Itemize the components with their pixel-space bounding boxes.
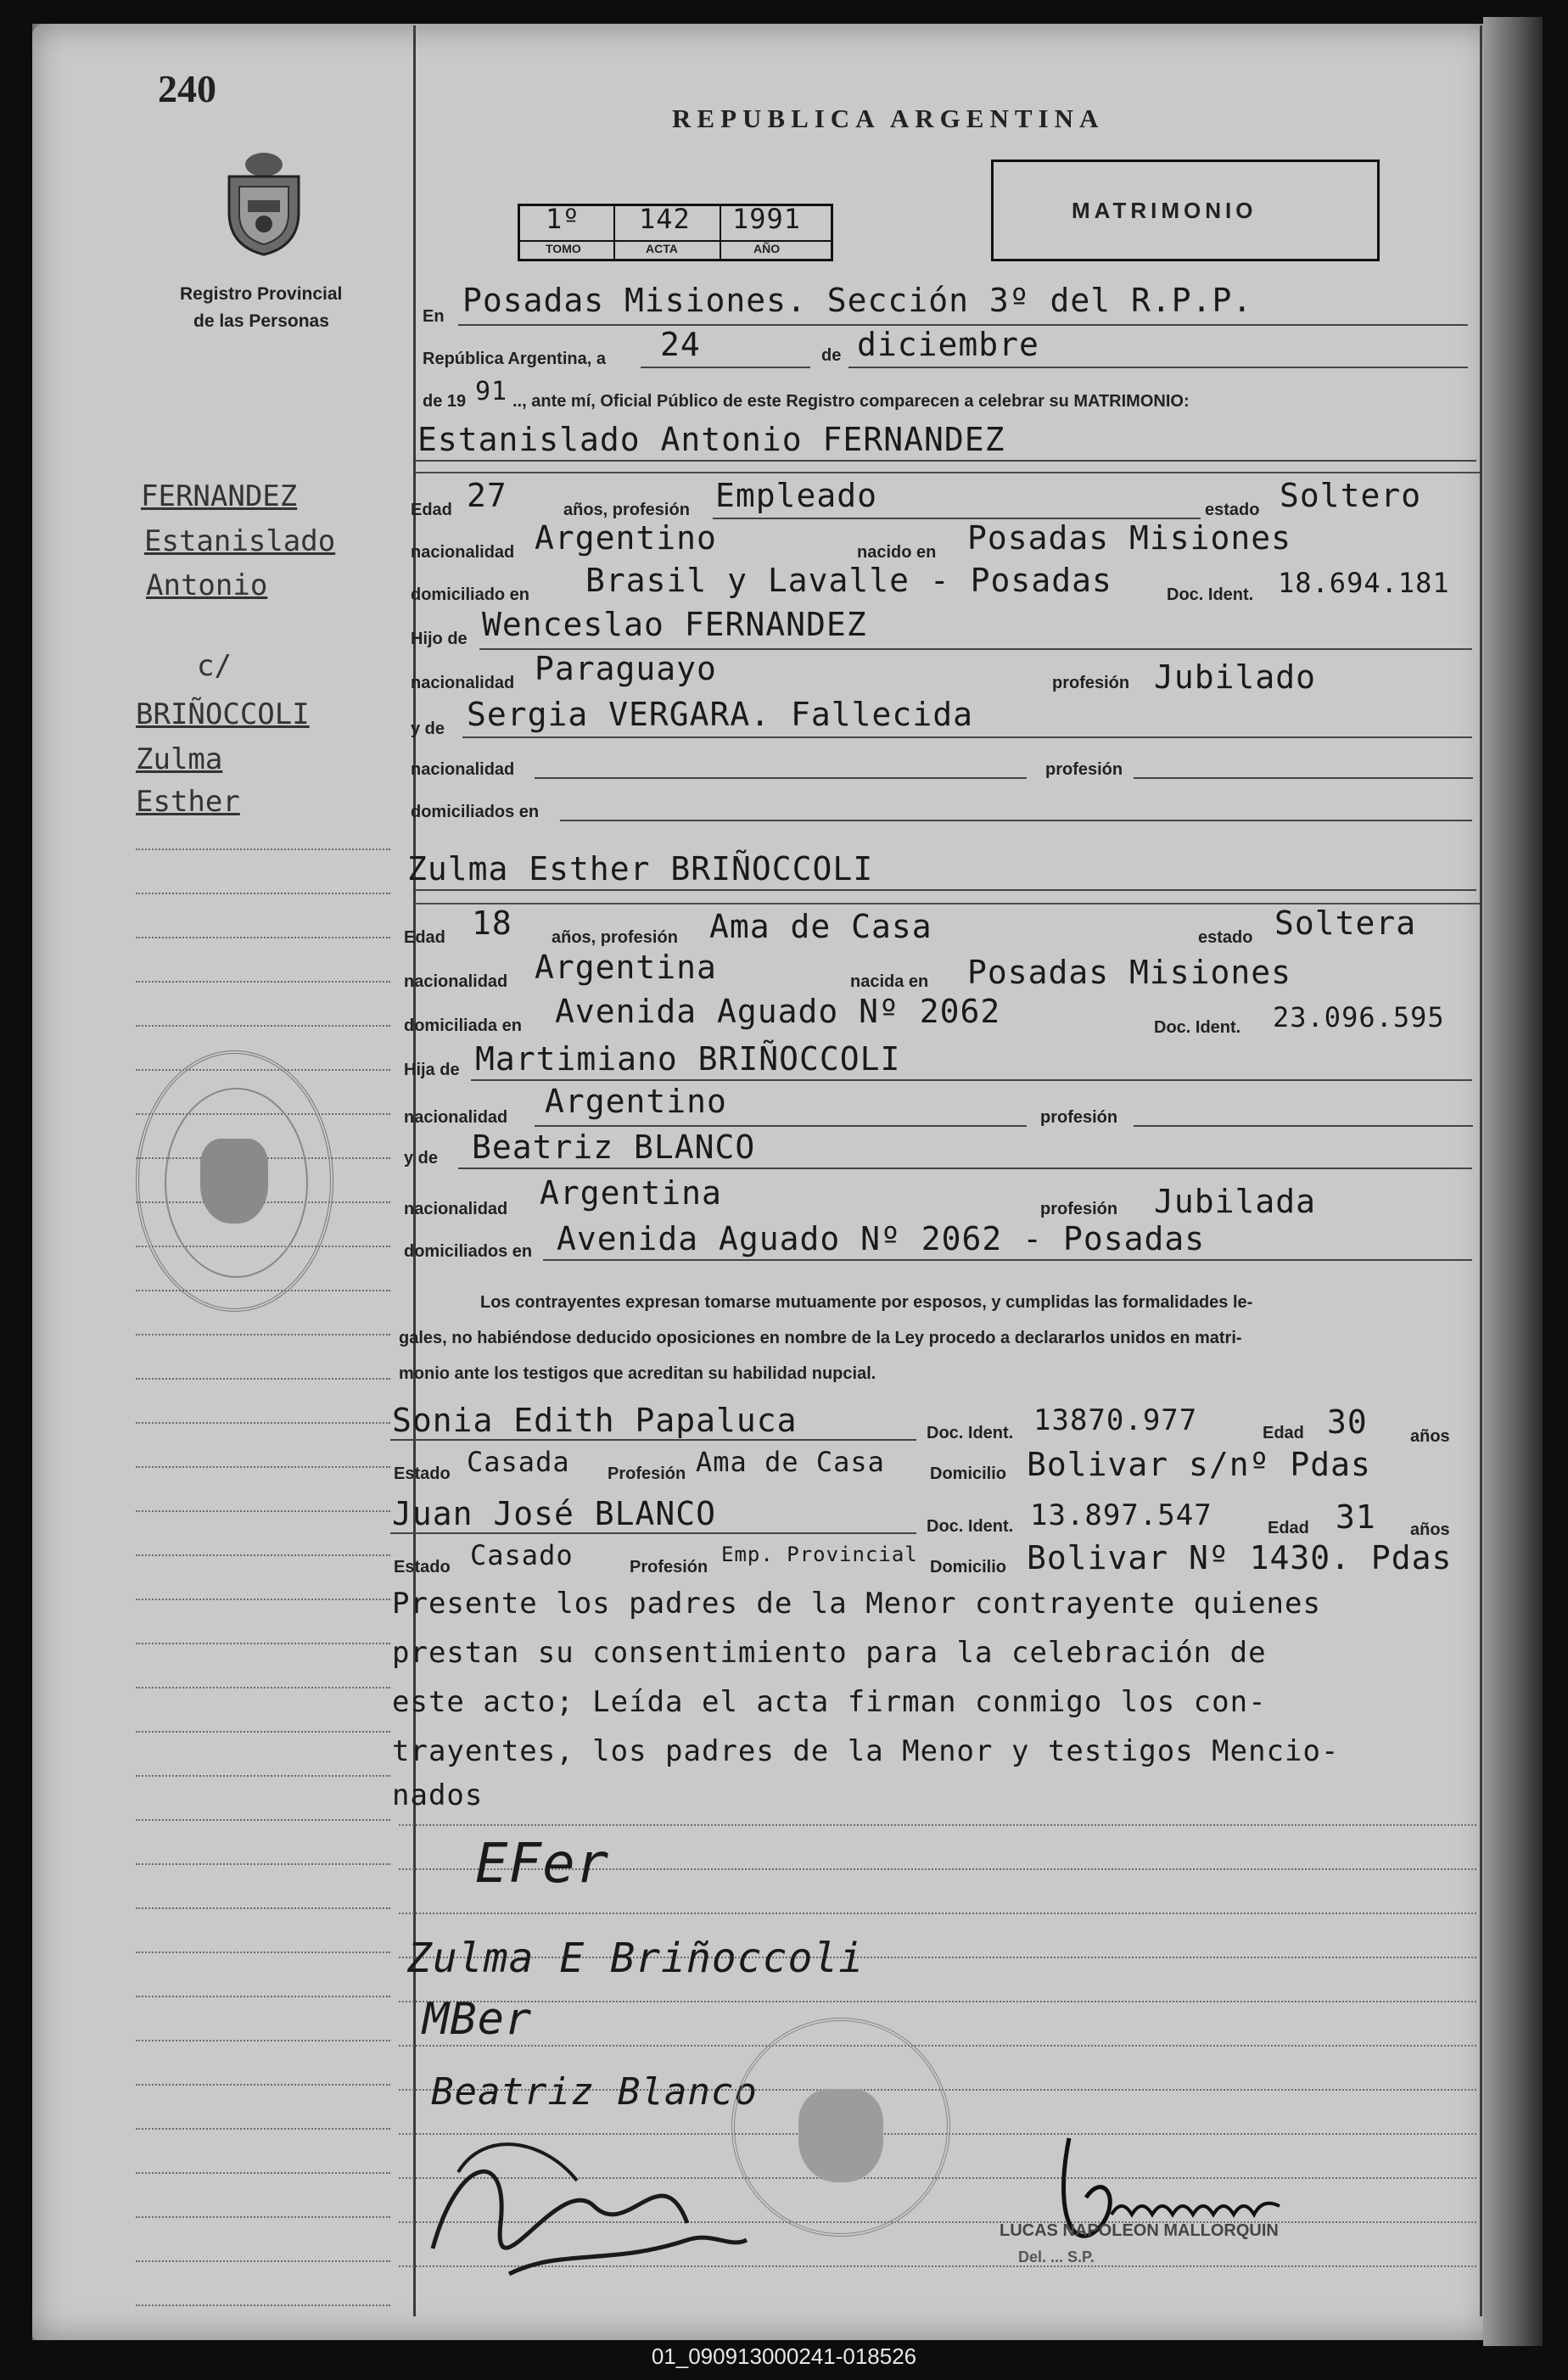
official-seal	[136, 1050, 333, 1312]
bride-anos-label: años, profesión	[552, 928, 678, 947]
witness2-name: Juan José BLANCO	[392, 1495, 717, 1532]
groom-hijo-label: Hijo de	[411, 630, 468, 648]
bride-mother-line	[458, 1168, 1472, 1169]
groom-doc-label: Doc. Ident.	[1167, 585, 1254, 604]
bride-birthplace: Posadas Misiones	[967, 954, 1292, 991]
bride-father: Martimiano BRIÑOCCOLI	[475, 1040, 901, 1078]
margin-ruled-line	[136, 1863, 390, 1865]
month-value: diciembre	[857, 326, 1039, 363]
groom-doc: 18.694.181	[1278, 567, 1450, 599]
groom-status: Soltero	[1280, 477, 1422, 514]
margin-ruled-line	[136, 2128, 390, 2130]
groom-parents-dom-label: domiciliados en	[411, 803, 540, 821]
republica-label: República Argentina, a	[423, 350, 606, 368]
bride-father-nat-line	[535, 1125, 1027, 1127]
signature-father: MBer	[423, 1994, 533, 2045]
margin-ruled-line	[136, 981, 390, 983]
bride-hija-label: Hija de	[404, 1061, 460, 1079]
day-line	[641, 367, 810, 368]
groom-name: Estanislado Antonio FERNANDEZ	[417, 421, 1005, 458]
bride-estado-label: estado	[1198, 928, 1253, 947]
witness1-anos-label: años	[1410, 1427, 1450, 1446]
observation-line1: Presente los padres de la Menor contrayente quienes	[392, 1587, 1321, 1621]
intro-statement: .., ante mí, Oficial Público de este Registro comparecen a celebrar su MATRIMONIO:	[512, 392, 1190, 411]
witness2-age: 31	[1336, 1498, 1376, 1536]
officer-name: LUCAS NAPOLEON MALLORQUIN	[1000, 2221, 1279, 2240]
groom-name-line	[416, 460, 1476, 462]
anio-value: 1991	[732, 203, 802, 235]
witness2-anos-label: años	[1410, 1520, 1450, 1539]
declaration-line2: gales, no habiéndose deducido oposiciones en nombre de la Ley procedo a declararlos unidos en matri-	[399, 1329, 1242, 1347]
officer-title: Del. ... S.P.	[1018, 2248, 1095, 2265]
margin-ruled-line	[136, 2084, 390, 2086]
witness2-profession: Emp. Provincial	[721, 1543, 918, 1566]
witness2-edad-label: Edad	[1268, 1519, 1309, 1537]
margin-ruled-line	[136, 1554, 390, 1556]
bride-birth-label: nacida en	[850, 972, 929, 991]
groom-mother-prof-line	[1134, 777, 1473, 779]
month-line	[848, 367, 1468, 368]
margin-ruled-line	[136, 2040, 390, 2041]
body-ruled-line	[399, 2001, 1476, 2002]
officer-signature	[1044, 2121, 1315, 2265]
page-number: 240	[158, 67, 216, 110]
year-prefix: de 19	[423, 392, 467, 411]
bride-doc-label: Doc. Ident.	[1154, 1018, 1241, 1037]
bride-name-line	[416, 889, 1476, 891]
groom-yde-label: y de	[411, 720, 445, 738]
margin-ruled-line	[136, 1334, 390, 1336]
margin-ruled-line	[136, 2304, 390, 2306]
groom-father: Wenceslao FERNANDEZ	[482, 606, 867, 643]
bride-address: Avenida Aguado Nº 2062	[555, 993, 1001, 1030]
bride-mother: Beatriz BLANCO	[472, 1128, 756, 1166]
signature-bride: Zulma E Briñoccoli	[407, 1935, 865, 1982]
acta-value: 142	[639, 203, 691, 235]
margin-ruled-line	[136, 1466, 390, 1468]
witness1-profesion-label: Profesión	[608, 1464, 686, 1483]
bride-father-line	[471, 1079, 1472, 1081]
margin-ruled-line	[136, 1819, 390, 1821]
groom-nationality-label: nacionalidad	[411, 543, 515, 562]
witness2-name-line	[390, 1532, 916, 1534]
record-type: MATRIMONIO	[1072, 198, 1257, 223]
bride-age: 18	[472, 904, 512, 942]
tomo-label: TOMO	[546, 242, 581, 255]
bride-name: Zulma Esther BRIÑOCCOLI	[407, 850, 874, 888]
observation-line2: prestan su consentimiento para la celebración de	[392, 1636, 1267, 1670]
body-ruled-line	[399, 2045, 1476, 2047]
bride-nationality-label: nacionalidad	[404, 972, 508, 991]
margin-ruled-line	[136, 893, 390, 894]
agency-name-line1: Registro Provincial	[180, 284, 343, 304]
agency-name-line2: de las Personas	[193, 311, 329, 331]
signature-witness-scribble	[407, 2121, 764, 2291]
witness1-age: 30	[1327, 1403, 1368, 1441]
bride-father-prof-line	[1134, 1125, 1473, 1127]
margin-ruled-line	[136, 1510, 390, 1512]
witness2-estado-label: Estado	[394, 1558, 451, 1576]
bride-mother-nat-label: nacionalidad	[404, 1200, 508, 1218]
record-type-box	[991, 160, 1380, 261]
bride-profession: Ama de Casa	[709, 908, 932, 945]
witness1-doc: 13870.977	[1033, 1403, 1198, 1437]
officer-seal	[731, 2018, 950, 2237]
page-edge	[1483, 17, 1543, 2346]
observation-line5: nados	[392, 1778, 484, 1812]
declaration-line1: Los contrayentes expresan tomarse mutuamente por esposos, y cumplidas las formalidades le-	[480, 1293, 1253, 1312]
observation-line4: trayentes, los padres de la Menor y testigos Mencio-	[392, 1734, 1340, 1768]
observation-line3: este acto; Leída el acta firman conmigo los con-	[392, 1685, 1267, 1719]
margin-bride-name2: Esther	[136, 785, 240, 819]
bride-father-prof-label: profesión	[1040, 1108, 1118, 1127]
witness1-status: Casada	[467, 1446, 570, 1478]
bride-edad-label: Edad	[404, 928, 445, 947]
groom-father-profession: Jubilado	[1154, 658, 1317, 696]
margin-ruled-line	[136, 1952, 390, 1953]
tomo-value: 1º	[546, 203, 580, 235]
groom-father-nat-label: nacionalidad	[411, 674, 515, 692]
witness2-address: Bolivar Nº 1430. Pdas	[1027, 1539, 1453, 1576]
bride-parents-dom-line	[543, 1259, 1472, 1261]
acta-label: ACTA	[646, 242, 678, 255]
margin-ruled-line	[136, 2172, 390, 2174]
margin-ruled-line	[136, 1996, 390, 1997]
witness2-doc-label: Doc. Ident.	[927, 1517, 1014, 1536]
groom-birth-label: nacido en	[857, 543, 937, 562]
bride-father-nat-label: nacionalidad	[404, 1108, 508, 1127]
groom-section-top	[416, 472, 1481, 473]
margin-ruled-line	[136, 1907, 390, 1909]
bride-yde-label: y de	[404, 1149, 439, 1168]
bride-status: Soltera	[1274, 904, 1417, 942]
day-value: 24	[660, 326, 701, 363]
margin-ruled-line	[136, 1687, 390, 1688]
groom-mother: Sergia VERGARA. Fallecida	[467, 696, 973, 733]
witness2-domicilio-label: Domicilio	[930, 1558, 1007, 1576]
bride-parents-dom-label: domiciliados en	[404, 1242, 533, 1261]
groom-estado-label: estado	[1205, 501, 1260, 519]
margin-ruled-line	[136, 1422, 390, 1424]
margin-bride-surname: BRIÑOCCOLI	[136, 697, 310, 731]
image-id-caption: 01_090913000241-018526	[651, 2344, 917, 2369]
witness1-name-line	[390, 1439, 916, 1441]
en-label: En	[423, 307, 445, 326]
margin-ruled-line	[136, 2216, 390, 2218]
bride-mother-nationality: Argentina	[540, 1174, 722, 1212]
body-ruled-line	[399, 1912, 1476, 1914]
margin-ruled-line	[136, 1025, 390, 1027]
witness1-name: Sonia Edith Papaluca	[392, 1402, 798, 1439]
bride-address-label: domiciliada en	[404, 1016, 522, 1035]
groom-mother-prof-label: profesión	[1045, 760, 1123, 779]
margin-ruled-line	[136, 1643, 390, 1644]
margin-bride-name1: Zulma	[136, 742, 223, 776]
bride-mother-prof-label: profesión	[1040, 1200, 1118, 1218]
bride-parents-address: Avenida Aguado Nº 2062 - Posadas	[557, 1220, 1206, 1257]
witness1-edad-label: Edad	[1263, 1424, 1304, 1442]
witness1-domicilio-label: Domicilio	[930, 1464, 1007, 1483]
margin-conjunction: c/	[197, 649, 232, 683]
groom-nationality: Argentino	[535, 519, 717, 557]
place-value: Posadas Misiones. Sección 3º del R.P.P.	[462, 282, 1253, 319]
witness1-doc-label: Doc. Ident.	[927, 1424, 1014, 1442]
groom-address: Brasil y Lavalle - Posadas	[585, 562, 1112, 599]
margin-ruled-line	[136, 1775, 390, 1777]
margin-groom-name1: Estanislado	[144, 524, 336, 558]
year-suffix: 91	[475, 377, 508, 406]
margin-ruled-line	[136, 937, 390, 938]
bride-father-nationality: Argentino	[545, 1083, 727, 1120]
margin-ruled-line	[136, 1599, 390, 1600]
witness2-status: Casado	[470, 1539, 574, 1571]
groom-age: 27	[467, 477, 507, 514]
margin-ruled-line	[136, 2260, 390, 2262]
groom-birthplace: Posadas Misiones	[967, 519, 1292, 557]
witness1-address: Bolivar s/nº Pdas	[1027, 1446, 1371, 1483]
body-ruled-line	[399, 1824, 1476, 1826]
coat-of-arms-emblem	[222, 146, 305, 256]
groom-mother-line	[462, 736, 1472, 738]
right-column-divider	[1480, 25, 1482, 2316]
groom-anos-label: años, profesión	[563, 501, 690, 519]
groom-edad-label: Edad	[411, 501, 452, 519]
signature-mother: Beatriz Blanco	[431, 2070, 758, 2114]
witness1-profession: Ama de Casa	[696, 1446, 885, 1478]
margin-ruled-line	[136, 848, 390, 850]
groom-father-nationality: Paraguayo	[535, 650, 717, 687]
declaration-line3: monio ante los testigos que acreditan su habilidad nupcial.	[399, 1364, 876, 1383]
anio-label: AÑO	[753, 242, 781, 255]
bride-mother-profession: Jubilada	[1154, 1183, 1317, 1220]
margin-groom-name2: Antonio	[146, 568, 268, 602]
margin-ruled-line	[136, 1378, 390, 1380]
groom-parents-dom-line	[560, 820, 1472, 821]
groom-father-prof-label: profesión	[1052, 674, 1130, 692]
groom-mother-nat-line	[535, 777, 1027, 779]
witness2-profesion-label: Profesión	[630, 1558, 708, 1576]
record-number-box	[518, 204, 833, 261]
margin-groom-surname: FERNANDEZ	[141, 479, 298, 513]
groom-address-label: domiciliado en	[411, 585, 530, 604]
witness2-doc: 13.897.547	[1030, 1498, 1212, 1532]
signature-groom: EFer	[475, 1833, 610, 1896]
groom-profession: Empleado	[715, 477, 878, 514]
bride-nationality: Argentina	[535, 949, 717, 986]
margin-ruled-line	[136, 1731, 390, 1733]
bride-doc: 23.096.595	[1273, 1001, 1445, 1033]
witness1-estado-label: Estado	[394, 1464, 451, 1483]
country-title: REPUBLICA ARGENTINA	[672, 104, 1105, 133]
groom-mother-nat-label: nacionalidad	[411, 760, 515, 779]
de-label: de	[821, 346, 842, 365]
